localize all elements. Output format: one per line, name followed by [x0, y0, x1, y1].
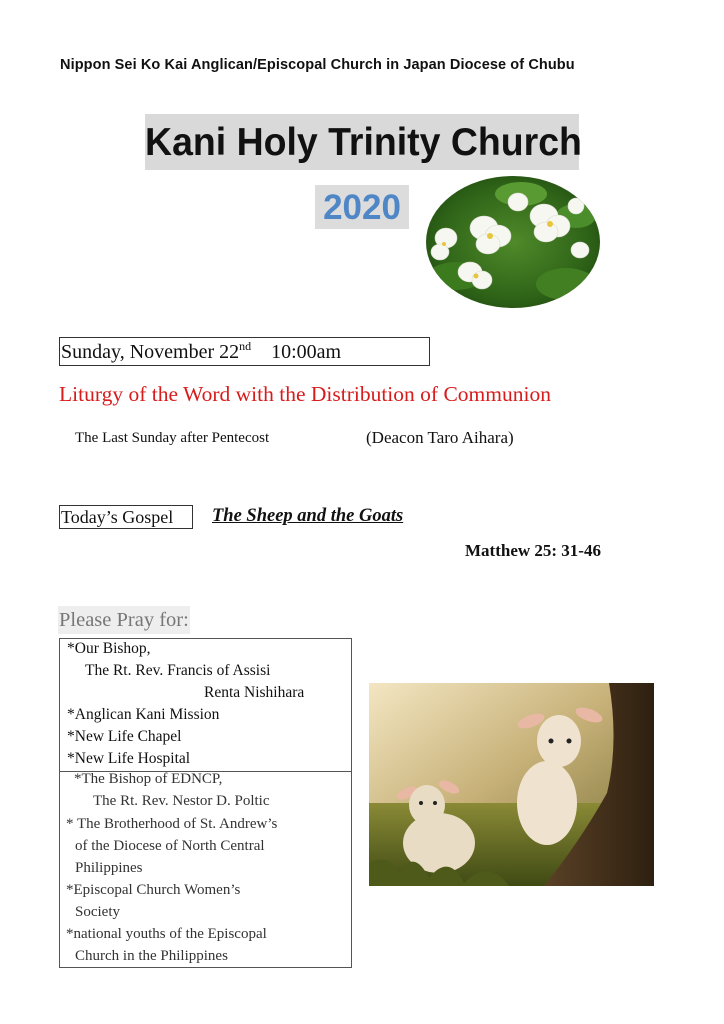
prayer-item: Philippines: [75, 860, 143, 876]
prayer-list-partners: [59, 770, 352, 968]
year-label: 2020: [315, 185, 409, 229]
prayer-item: The Rt. Rev. Francis of Assisi: [85, 662, 271, 679]
prayer-item: *Anglican Kani Mission: [67, 706, 220, 723]
gospel-title: The Sheep and the Goats: [212, 506, 404, 526]
gospel-label: Today’s Gospel: [59, 505, 193, 529]
service-date: Sunday, November 22: [61, 341, 240, 363]
service-time: 10:00am: [271, 341, 342, 363]
lambs-image: [369, 683, 654, 886]
church-title: Kani Holy Trinity Church: [145, 114, 579, 170]
prayer-item: Society: [75, 904, 120, 920]
prayer-item: *New Life Chapel: [67, 728, 182, 745]
prayer-item: *national youths of the Episcopal: [66, 926, 267, 942]
white-flowers-image: [426, 176, 600, 308]
date-ordinal-suffix: nd: [239, 339, 252, 353]
prayer-item: *The Bishop of EDNCP,: [74, 771, 223, 787]
pray-heading: Please Pray for:: [58, 606, 190, 634]
prayer-item: * The Brotherhood of St. Andrew’s: [66, 816, 278, 832]
prayer-list-diocese: [59, 638, 352, 772]
service-date-box: [59, 337, 430, 366]
prayer-item: Renta Nishihara: [204, 684, 305, 701]
prayer-item: Church in the Philippines: [75, 948, 228, 964]
prayer-item: of the Diocese of North Central: [75, 838, 265, 854]
gospel-reference: Matthew 25: 31-46: [465, 541, 601, 560]
diocese-header: Nippon Sei Ko Kai Anglican/Episcopal Church in Japan Diocese of Chubu: [60, 57, 575, 73]
prayer-item: *New Life Hospital: [67, 750, 191, 767]
liturgy-title: Liturgy of the Word with the Distribution of Communion: [59, 382, 551, 406]
prayer-item: The Rt. Rev. Nestor D. Poltic: [93, 793, 270, 809]
prayer-item: *Our Bishop,: [67, 640, 151, 657]
liturgical-sunday: The Last Sunday after Pentecost: [75, 430, 270, 446]
officiant: (Deacon Taro Aihara): [366, 428, 514, 447]
prayer-item: *Episcopal Church Women’s: [66, 882, 241, 898]
